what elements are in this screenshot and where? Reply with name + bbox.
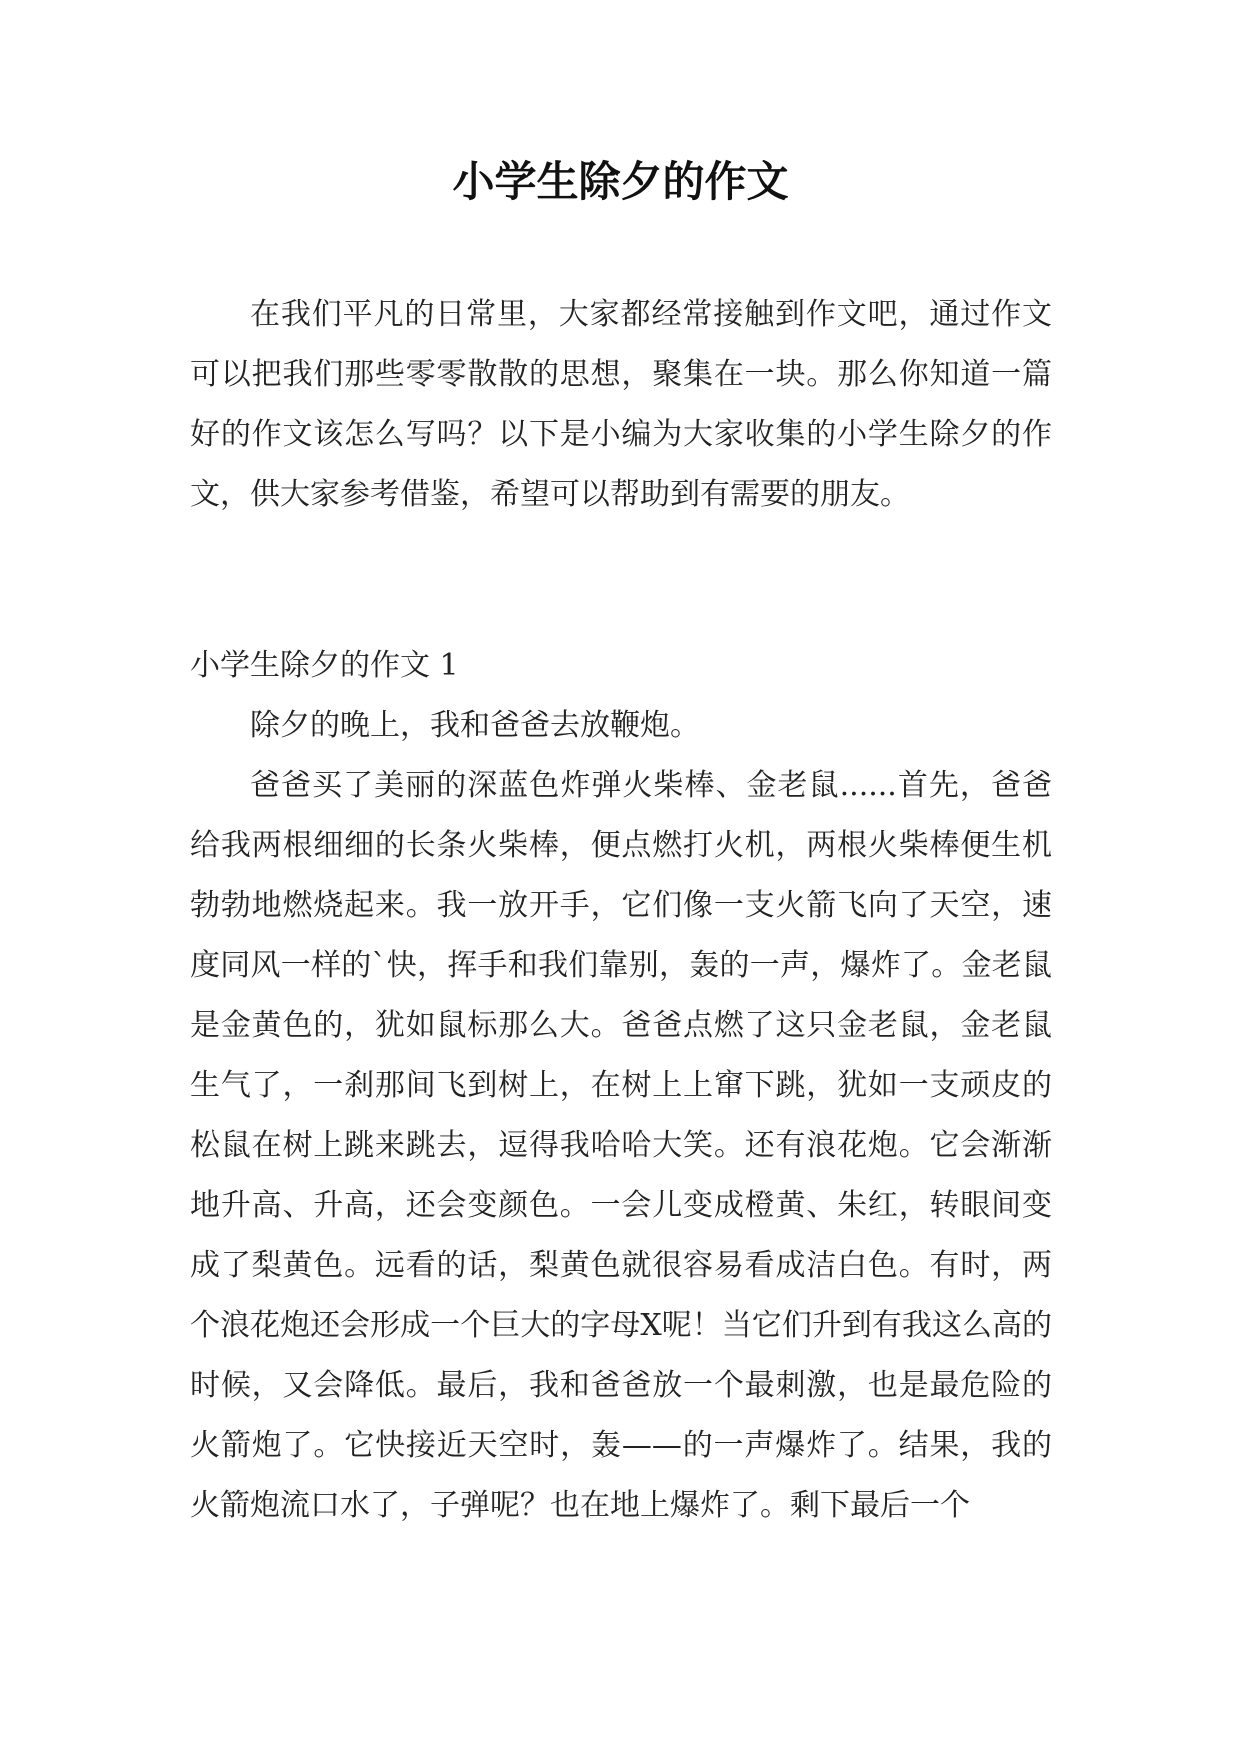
body-paragraph-1: 除夕的晚上，我和爸爸去放鞭炮。 <box>250 708 700 743</box>
document-title: 小学生除夕的作文 <box>452 157 789 206</box>
intro-paragraph: 在我们平凡的日常里，大家都经常接触到作文吧，通过作文可以把我们那些零零散散的思想，聚集在一块。那么你知道一篇好的作文该怎么写吗？以下是小编为大家收集的小学生除夕的作文，供大家参考借鉴，希望可以帮助到有需要的朋友。 <box>190 297 1052 512</box>
section-heading: 小学生除夕的作文 1 <box>190 648 459 683</box>
body-paragraph-2: 爸爸买了美丽的深蓝色炸弹火柴棒、金老鼠......首先，爸爸给我两根细细的长条火柴棒，便点燃打火机，两根火柴棒便生机勃勃地燃烧起来。我一放开手，它们像一支火箭飞向了天空，速度同风一样的`快，挥手和我们靠别，轰的一声，爆炸了。金老鼠是金黄色的，犹如鼠标那么大。爸爸点燃了这只金老鼠，金老鼠生气了，一刹那间飞到树上，在树上上窜下跳，犹如一支顽皮的松鼠在树上跳来跳去，逗得我哈哈大笑。还有浪花炮。它会渐渐地升高、升高，还会变颜色。一会儿变成橙黄、朱红，转眼间变成了梨黄色。远看的话，梨黄色就很容易看成洁白色。有时，两个浪花炮还会形成一个巨大的字母X呢！当它们升到有我这么高的时候，又会降低。最后，我和爸爸放一个最刺激，也是最危险的火箭炮了。它快接近天空时，轰——的一声爆炸了。结果，我的火箭炮流口水了，子弹呢？也在地上爆炸了。剩下最后一个 <box>190 768 1052 1523</box>
